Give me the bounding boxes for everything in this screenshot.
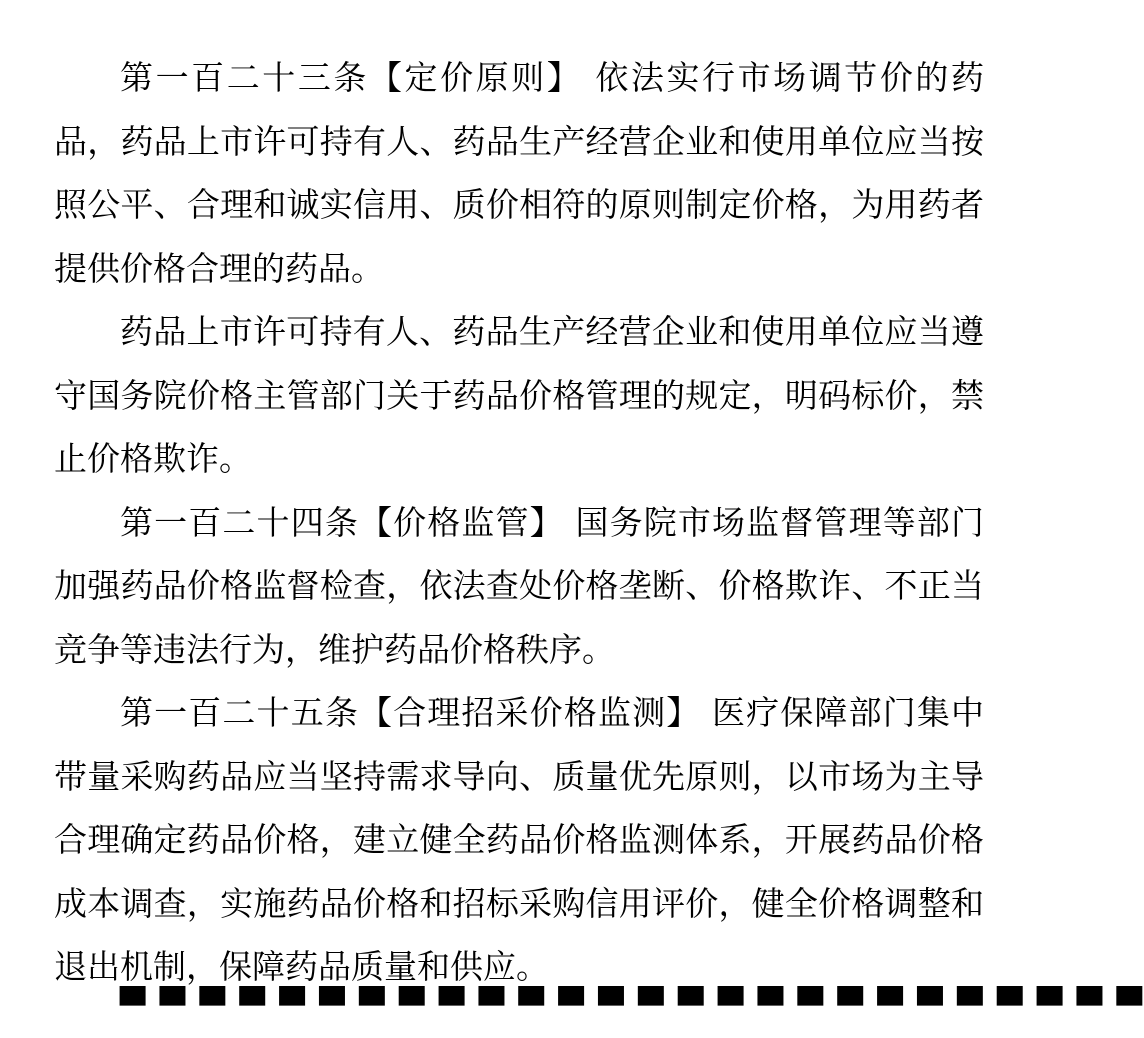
document-body [54, 46, 984, 999]
paragraph-article-125: 第一百二十五条【合理招采价格监测】 医疗保障部门集中带量采购药品应当坚持需求导向、质量优先原则，以市场为主导合理确定药品价格，建立健全药品价格监测体系，开展药品价格成本调查，实施药品价格和招标采购信用评价，健全价格调整和退出机制，保障药品质量和供应。 [54, 693, 984, 986]
paragraph-article-124: 第一百二十四条【价格监管】 国务院市场监督管理等部门加强药品价格监督检查，依法查处价格垄断、价格欺诈、不正当竞争等违法行为，维护药品价格秩序。 [54, 502, 984, 669]
cut-off-next-line [54, 986, 1144, 1025]
paragraph-article-123-continued: 药品上市许可持有人、药品生产经营企业和使用单位应当遵守国务院价格主管部门关于药品价格管理的规定，明码标价，禁止价格欺诈。 [54, 312, 984, 478]
paragraph-article-123: 第一百二十三条【定价原则】 依法实行市场调节价的药品，药品上市许可持有人、药品生产经营企业和使用单位应当按照公平、合理和诚实信用、质价相符的原则制定价格，为用药者提供价格合理的药品。 [54, 58, 984, 288]
cut-off-text-fragment: ▀ ▀ ▀ ▀ ▀ ▀ ▀ ▀ ▀ ▀ ▀ ▀ ▀ ▀ ▀ ▀ ▀ ▀ ▀ ▀ ▀ ▀ ▀ ▀ ▀ ▀ [120, 986, 1144, 1025]
